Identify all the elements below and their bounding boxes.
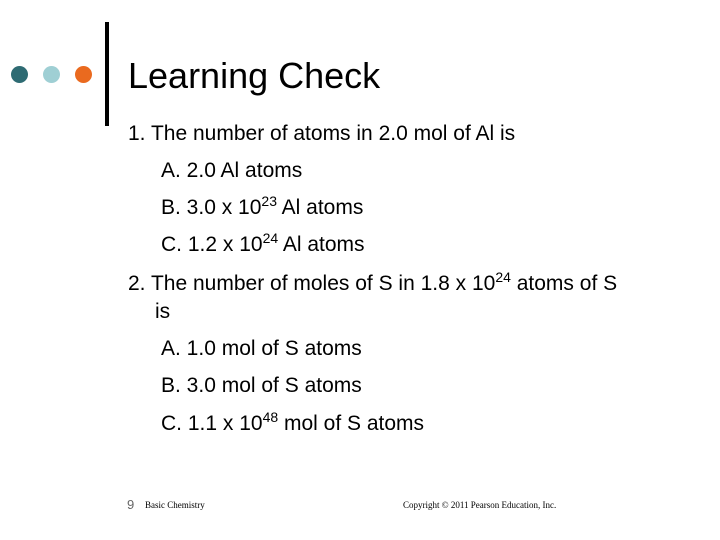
footer-copyright: Copyright © 2011 Pearson Education, Inc. (403, 500, 557, 510)
decorative-dot-dark-teal (11, 66, 28, 83)
exponent: 24 (262, 230, 279, 246)
question-2-stem (128, 271, 617, 297)
exponent: 23 (261, 193, 277, 209)
question-2-stem-continuation: is (155, 300, 171, 323)
option-text: B. 3.0 x 10 (161, 196, 262, 219)
question-1-option-a: A. 2.0 Al atoms (161, 159, 303, 182)
question-2-option-c (161, 411, 424, 437)
page-number: 9 (127, 497, 135, 512)
question-2-option-a: A. 1.0 mol of S atoms (161, 337, 362, 360)
option-text-unit: mol of S atoms (278, 412, 425, 435)
option-text: C. 1.2 x 10 (161, 233, 263, 256)
stem-text-end: atoms of S (510, 272, 618, 295)
decorative-dot-light-teal (43, 66, 60, 83)
question-1-stem: 1. The number of atoms in 2.0 mol of Al is (128, 122, 516, 145)
option-text-unit: Al atoms (276, 196, 364, 219)
title-divider-bar (105, 22, 109, 126)
option-text: C. 1.1 x 10 (161, 412, 263, 435)
option-text-unit: Al atoms (278, 233, 365, 256)
question-1-option-c (161, 232, 365, 258)
slide-title: Learning Check (128, 55, 381, 96)
decorative-dot-orange (75, 66, 92, 83)
exponent: 24 (495, 269, 511, 285)
question-1-option-b (161, 195, 363, 221)
question-2-option-b: B. 3.0 mol of S atoms (161, 374, 362, 397)
footer-book-title: Basic Chemistry (145, 500, 205, 510)
exponent: 48 (262, 409, 279, 425)
stem-text: 2. The number of moles of S in 1.8 x 10 (128, 272, 496, 295)
